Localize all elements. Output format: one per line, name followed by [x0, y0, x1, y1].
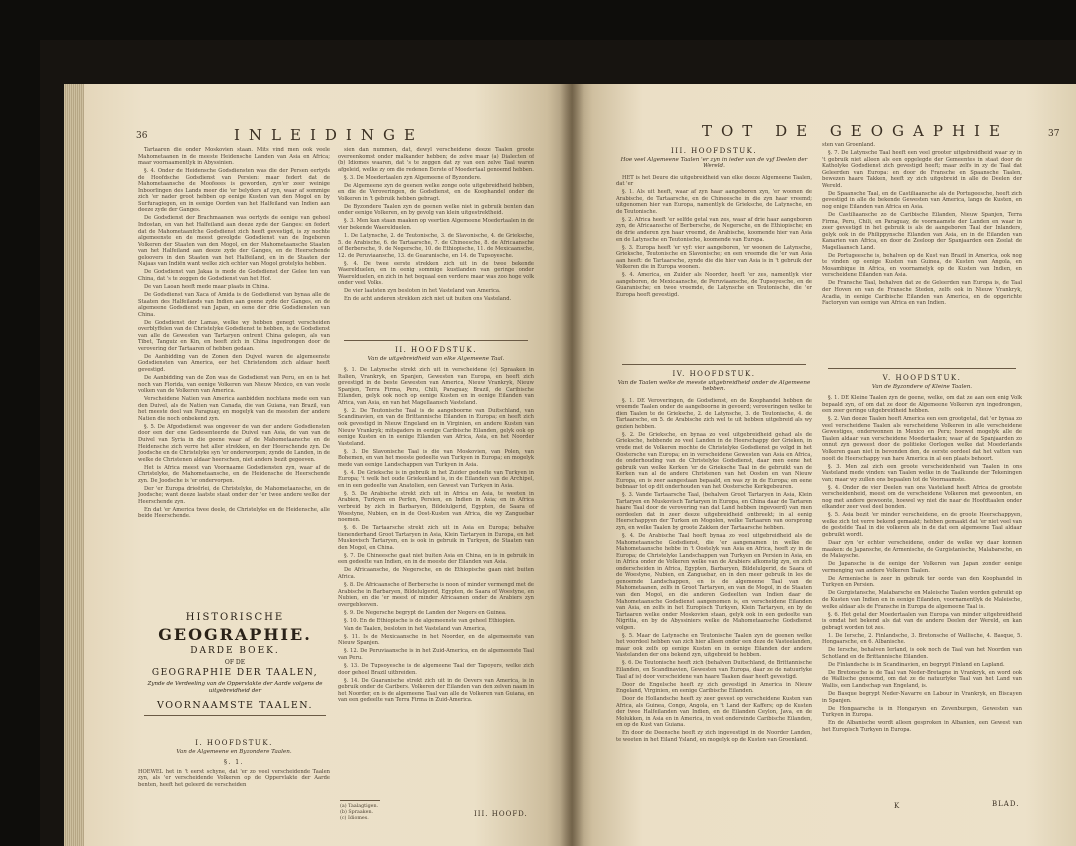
paragraph: §. 7. De Chineesche gaat niet buiten Asia en China, en is in gebruik in een gedeelte van Indien, en in de meeste der Eilanden van Asia.	[338, 552, 534, 566]
running-head: INLEIDINGE	[234, 126, 424, 144]
footnote: (a) Taalagtigen.	[340, 804, 379, 809]
paragraph: En dat 'er America twee deele, de Christelyke en de Heidensche, alle beide Heerschende.	[138, 506, 330, 520]
paragraph: §. 14. De Guaranische strekt zich uit in de Oevers van America, is in gebruik onder de Caribers. Volkeren der Eilanden van den zelven naam in het Noorder, en is de algemeene Taal van alle de Volkeren van Guiana, en van een gedeelte van Terra Firma in Zuid-America.	[338, 677, 534, 704]
paragraph: §. 2. Van deeze Taalen heeft America een een grootgetal, dat 'er bynaa zo veel verscheidene Taalen als verscheidene Volkeren in alle verscheidene Gewestiges, onderwonnen in Mexico en Peru; hoewel mogelyk alle de Taalen aldaar van verscheidene Moedertaalen; waar af de Spanjaarden zo onnut zyn geweest door de politieke Oorlogen welke dat Moederlands Volkeren gaan niet in bevonden den, de eerste oordeel dat het vatten van nooit de Heerschappy van hare America in al een plaats behoort.	[822, 416, 1022, 462]
paragraph: §. 4. De Grieksche is in gebruik in het Zuider gedeelte van Turkyen in Europa; 't welk het oude Griekenland is, in de Eilanden van de Archipel, en in een gedeelte van Anatolien, een Gewest van Turkyen in Asia.	[338, 469, 534, 489]
paragraph: De Godsdienst der Brachmaanen was oertyds de eenige van geheel Indostan, en van het Halfeiland aan deeze zyde der Ganges: en federt dat de Mahometaanfche Godsdienst zich heeft gevestigd, is zy nochte algemeenste en de meest gevolgde Godsdienst van de Ingeboren Volkeren der Staaten van den Mogol, en der Mahometaansche Staaten van het Halfeiland aan deeze zyde der Ganges, en de Heerschende geloovers in den Staaten van het Halfeiland, en in de Staaten der Najaas van Indiën want welke zich echter van Mogol grotelyks hebben.	[138, 215, 330, 268]
catchword: BLAD.	[992, 800, 1020, 808]
chapter-4-heading: IV. HOOFDSTUK.	[672, 370, 756, 378]
title-line-2: GEOGRAPHIE.	[158, 625, 312, 644]
paragraph: De Gurgistansche, Malabarsche en Maleische Taalen worden gebruikt op de Kusten van Indien en in eenige Eilanden, voornamentlyk de Maleische, welke aldaar als de Fransche in Europa de algemeene Taal is.	[822, 590, 1022, 610]
paragraph: §. 5. Maar de Latynsche en Teutonische Taalen zyn de geenen welke het voordeel hebben van zich hier alleen onder een deze de Vasteelanden, maar ook zelfs op eenige Kusten en in eenige Eilanden der andere Vastelanden der ons bekend zyn, uitgebreid te hebben.	[616, 632, 812, 659]
paragraph: §. 4. America, en Zuider als Noorder, heeft 'er zes, namentlyk vier aangeboren, de Mexicaansche, de Peruviaansche, de Tupsoyesche, en de Guaranische; en twee vreemde, de Latynsche en Teutonische, die 'er Europa heeft gevestigd.	[616, 272, 812, 298]
paragraph: De Godsdienst van Xaca of Amida is de Godsdienst van bynaa alle de Staaten des Halfeilands van Indien aan geene zyde der Ganges, en de algemeene Godsdienst van Japan, en eene der drie Godsdiensten van China.	[138, 291, 330, 318]
signature-mark: K	[894, 802, 901, 810]
catchword: III. HOOFD.	[474, 810, 528, 818]
paragraph: §. 5. De Afgodsdienst was ongeveer de van der andere Godsdiensten door een der ene Gedesenteerde de Duivel van Asia, de van van de Duivel van Syria in die geene waar af de Mahometaansche en de Heidensche zich verre het aller strekken, en der Heerschende zyn. De Joodsche en de Christelyke syn 'er onderworpen; zynde de Landen, in de welke de Christenen aldaar heerschen, niet anders bezit gegeeven.	[138, 423, 330, 463]
right-page	[572, 84, 1076, 846]
paragraph: §. 3. Men kan staan maaken op veertien Algemeene Moedertaalen in de vier bekende Waerelduelen.	[338, 218, 534, 232]
paragraph: §. 3. De Slavonische Taal is die van Moskovien, van Polen, van Bohemen, en van het meeste gedeelte van Turkyen in Europa; en mogelyk mede van eenige Landschappen van Turkyen in Asia.	[338, 448, 534, 468]
paragraph: §. 3. Men zal zich een groote verscheidenheid van Taalen in ons Vasteland mede vinden: van Taalen welke in de Taalkunde der Tekeningen van; maar wy zullen ons bepaalen tot de Voornaamste.	[822, 463, 1022, 483]
paragraph: Van de Taalen, besloten in het Vasteland van America,	[344, 625, 487, 632]
title-rule	[144, 715, 326, 716]
title-line-4: OF DE	[224, 659, 246, 666]
paragraph: De Japansche is de eenige der Volkeren van Japan zonder eenige vermenging van andere Volkeren Taalen.	[822, 561, 1022, 574]
paragraph: De Spaansche Taal, en de Castiliaansche als de Portugeesche, heeft zich gevestigd in alle de bekende Gewesten van America, langs de Kusten, en nog enige Eilanden van Africa en Asia.	[822, 190, 1022, 210]
gutter-shadow	[560, 84, 584, 846]
paragraph: §. 2. Africa heeft 'er selfde getal van zes, waar af drie haar aangeboren zyn, de Africaansche of Berbersche, de Negersche, en de Ethiopische; en de drie anderen zyn haar vreemd, de Arabische, koomende hier van Asia en de Latynsche en Teutonische, koomende van Europa.	[616, 216, 812, 243]
paragraph: Der 'er Europa drieërlei, de Christelyke, de Mahometaansche, en de Joodsche; want deeze laatste staat onder der 'er twee andere welke der Heerschende zyn.	[138, 485, 330, 505]
paragraph: §. 1. De Latynsche strekt zich uit in verscheidene (c) Spraaken in Italien, Vrankryk, en Spanjen, Gewesten van Europa, en heeft zich gevestigd in de beste Gewesten van America, Nieuw Vrankryk, Nieuw Spanjen, Terra Firma, Peru, Chili, Paraguay, Brazil, de Caribische Eilanden, gelyk ook noch op eenige Kusten en in eenige Eilanden van Africa, van Asia, en van het Magellaansch Vasteland.	[338, 367, 534, 406]
paragraph: De Byzondere Taalen zyn de geenen welke niet in gebruik benten dan onder eenige Volkeren, en by gevolg van klein uitgestrektheid.	[338, 203, 534, 217]
paragraph: §. 2. De Teutonische Taal is de aangeboorne van Duitschland, van Scandinavien, en van de Brittannische Eilanden in Europa; en heeft zich ook gevestigd in Nieuw Engeland en in Virginien, en andere Kusten van Nieuw Vrankryk; mitsgaders in eenige Caribische Eilanden, gelyk ook op eenige Kusten en in eenige Eilanden van Africa, Asia, en het Noorder Vasteland.	[338, 407, 534, 447]
title-line-3: DARDE BOEK.	[190, 646, 280, 656]
left-column-2-chapter-2	[338, 336, 534, 796]
paragraph: §. 2. De Grieksche, en bynaa zo veel uitgebreidheid gehad als de Grieksche, hebbende zo veel Landen in de Heerschappy der Grieken, in vrede met de Volkeren mochte de Christelyke Godsdienst ge volgd in het Oostersche van Europa; en in verscheidene Gewesten van Asia en Africa, de onderhouding van de Christelyke Godsdienst, daar men eene het gebruik van welke Kerken 'er de Grieksche Taal in de gebruikt van de Kerken van al de andere Christenen van het Oosten en van Nieuw Europa, en is zeer aangestaan bepaald, en was zy in de Europa; en eene bebnaar tot op dit onderhouden van het Oostersche Kerkgebeuren.	[616, 431, 812, 491]
paragraph: sien dan nummen, dat, dewyl verscheidene deeze Taalen groote overeenkomst onder malkander hebben; de zelve maar (a) Dialecten of (b) Idiomes waaren, dat 's te zeggen dat zy van een zelve Taal waren afgeleid, welke zy om die redenen Eerste of Moedertaal genoemd hebben.	[338, 147, 534, 173]
paragraph: De Basque begrypt Neder-Navarre en Labour in Vrankryk, en Biscayen in Spanjen.	[822, 691, 1022, 704]
paragraph: §. 4. De Arabische Taal heeft bynaa zo veel uitgebreidheid als de Mahometaansche Godsdienst, die 'er aangenamen in welke de Mahometaansche hebbe in 't Oostelyk van Asia en Africa, heeft zy in de Europa; de Christelyke Landschappen van Turkyen en Persien in Asia, en in Africa onder de Volkeren welke van de Arabiers afkomstig zyn, en zich onderscheiden in Africa, Egypten, Barbaryen, Bildelulgerid, de Saara of de Woestyne, Nubien, en Zanguebar, en in den meer gebruik in les de genoemde Landschappen, en is de algemeene Taal van de Mahometaanen, zelfs in Groot Tartaryen, en van de Mogol, in de Staaten van den Mogol, en die anderen Gedeelten van Indien daar de Mahometaansche Godsdienst aangenomen is, en verscheidene Eilanden van Asia, en zelfs in het Europisch Turkyen, Klein Tartaryen, en by de Tartaaren welke onder Moskovien staan, gelyk ook in een gedeelte van Nigritia, en by de Abyssiniers welke de Mahometaansche Godsdienst volgen.	[616, 533, 812, 631]
running-head: TOT DE GEOGAPHIE	[702, 122, 1009, 140]
left-column-1	[138, 147, 330, 591]
right-column-1-chapter-4	[616, 360, 812, 830]
paragraph: §. 1. DE Veroveringen, de Godsdienst, en de Koophandel hebben de vreemde Taalen onder de aangeboorne in gevoerd; veroveringen welke te dien Taalen te de Grieksche, 2. de Latynsche, 3. de Teutonische, 4. de Tartaarsche, en 5. de Arabische zich wel te uit hebben uitgebreid als wy gezien hebben.	[616, 397, 812, 430]
paragraph: §. 1. DE Kleine Taalen zyn de geene, welke, om dat ze aan een enig Volk bepaald zyn, of om dat ze door de Algemeene Volkeren zyn ingedrongen, een zeer geringe uitgebreidheid hebben.	[822, 395, 1022, 415]
title-line-5: GEOGRAPHIE DER TAALEN,	[151, 668, 319, 678]
chapter-4-subtitle: Van de Taalen welke de meeste uitgebreidheid onder de Algemeene hebben.	[617, 379, 811, 393]
paragraph: De Aanbidding van de Zonen den Dujvel waren de algemeenste Godsdiensten van America, eer het Christendom zich aldaar heeft gevestigd.	[138, 353, 330, 373]
paragraph: De Bretonsche is de Taal van Neder-Bretagne in Vrankryk, en word ook de Wallische genoemd, om dat ze de natuurlyke Taal van het Land van Wallis, een Landschap van Engeland, is.	[822, 669, 1022, 690]
paragraph: §. 8. De Africaansche of Berbersche is noon of minder vermengd met de Arabische in Barbaryen, Bildelulgerid, Egypten, de Saara of Woestyne, en Nubien, en die 'er meest of minder Africaanen onder de Arabiers zyn overgebleeven.	[338, 582, 534, 608]
paragraph: §. 5. Asia bezit 'er minder verscheidene, en de groote Heerschappyen, welke zich tot verre bekend gemaakt; hebben gemaakt dat 'er niet veel van de gestelde Taal in die volkeren als in de dat een algemeene Taal aldaar gebruikt wordt.	[822, 512, 1022, 539]
left-page	[84, 84, 572, 846]
paragraph: De Finlandsche is in Scandinavien, en begrypt Finland en Lapland.	[828, 661, 1005, 668]
paragraph: De Portugeesche is, behalven op de Kust van Brazil in America, ook nog te vinden op eenige Kusten van Guinea, de Kusten van Angola, en Mosambique in Africa, en voornamelyk op de Kusten van Indien, en verscheidene Eilanden van Asia.	[822, 252, 1022, 279]
title-line-7: VOORNAAMSTE TAALEN.	[157, 700, 313, 711]
paragraph: §. 1. Als uit heeft, waar af zyn haar aangeboren zyn, 'er woonen de Arabische, de Tartaarsche, en de Chineesche in die zyn haar vreemd; uitgenomen hier van Europa, namentlyk de Grieksche, de Latynsche, en de Teutonische.	[616, 189, 812, 215]
paragraph: De van Laoan heeft mede maar plaats in China.	[144, 283, 270, 290]
footnote: (b) Spraaken.	[340, 810, 374, 815]
paragraph: De Aanbidding van de Zon was de Godsdienst van Peru, en en is het noch van Florida, van eenige Volkeren van Nieuw Mexico, en van veele volken van de Volkeren van America.	[138, 375, 330, 395]
chapter-2-heading: II. HOOFDSTUK.	[395, 346, 477, 354]
paragraph: Door de Hollandsche heeft zy zeer gevest op verscheidene Kusten van Africa, als Guinea, Congo, Angola, en 't Land der Kaffers; op de Kusten der twee Halfeilanden van Indien, en de Eilanden Ceylon, Java, en de Molukken, in Asia en in America, in vest ondereinde Caribische Eilanden, en op de Kust van Guiana.	[616, 696, 812, 729]
book-spread	[40, 40, 1076, 846]
paragraph: §. 6. De Tartaarsche strekt zich uit in Asia en Europa; behalve tienenderhand Groot Tartaryen in Asia, Klein Tartaryen in Europa, en het Muskovisch Tartaryen, en is ook in gebruik in Turkyen, de Staaten van den Mogol, en China.	[338, 525, 534, 551]
paragraph: Tartaaren die onder Moskovien staan. Mits vind men ook veele Mahometaanen in de meeste Heidensche Landen van Asia en Africa; maar voornaamentlyk in Abyssinien.	[138, 147, 330, 167]
chapter-1-heading: I. HOOFDSTUK.	[195, 739, 273, 747]
paragraph: Het is Africa meest van Voornaame Godsdiensten zyn, waar af de Christelyke, de Mahometaansche, en de Heidensche de Heerschende zyn. De Joodsche is 'er ondervorpen.	[138, 464, 330, 484]
paragraph: De Castiliaansche zo de Caribische Eilanden, Nieuw Spanjen, Terra Firma, Peru, Chili, en Paraguay, de voornaamste der Landen en waar in zeer gevestigd in het gebruik is als de aangeboren Taal der Inlanders, gelyk ook in de Philippynsche Eilanden van Asia, en in de Eilanden van Kanarien van Africa, en door de Zeeloop der Spanjaarden een Zeelat de Magellaansch Land.	[822, 211, 1022, 251]
right-column-1	[616, 142, 812, 372]
chapter-2-rule	[344, 340, 528, 341]
right-column-2	[822, 142, 1022, 392]
paragraph: §. 4. De twee eerste strekken zich uit in de twee bekende Waerelduelen, en in eenig sommige kustlanden van geringe onder Waerelduelen, en zich in het bequaal een verdere maar was zoo hoge volk onder veel Volks.	[338, 260, 534, 287]
paragraph: §. 3. Vande Tartaarsche Taal, (behalven Groot Tartaryen in Asia, Klein Tartaryen en Muskovisch Tartaryen in Europa, en China daar de Tartaren haare Taal door de verovering van dat Land hebben ingevoerd) van men oordeelen dat in zeer deeze uitgebreidheid ontbreekt; in al eenig Heerschappyen der Turken en Mogolen, welke Tartaaren van oorsprong zyn, en welke Taalen by groote Zakken der Tartaarsche hebben.	[616, 492, 812, 532]
footnote-rule	[340, 800, 380, 801]
chapter-1-section: §. 1.	[223, 759, 245, 767]
paragraph: §. 13. De Tupsoyesche is de algemeene Taal der Tapoyers, welke zich door geheel Brazil uitbreiden.	[338, 663, 534, 676]
right-column-2-chapter-5	[822, 364, 1022, 774]
page-edges	[64, 84, 84, 846]
footnote: (c) Idiomes.	[340, 816, 369, 821]
paragraph: De Iersche, behalven Ierland, is ook noch de Taal van het Noorden van Schotland en de Brittannische Eilanden.	[822, 647, 1022, 660]
paragraph: Verscheidene Natien van America aanbidden nochtans mede een van den Duivel, als de Natien van Canada, die van Guiana, van Brazil, van het meeste deel van Paraguay, en mogelyk van de meesten der andere Natien die noch onbekend zyn.	[138, 396, 330, 422]
paragraph: §. 9. De Negersche begrypt de Landen der Negers en Guinea.	[344, 609, 507, 616]
paragraph: De Hongaarsche is in Hongaryen en Zevenburgen, Gewesten van Turkyen in Europa.	[822, 705, 1022, 719]
paragraph: De vier laatsten zyn besloten in het Vasteland van America.	[344, 288, 501, 295]
paragraph: Door de Engelsche heeft zy zich gevestigd in America in Nieuw Engeland, Virginien, en eenige Caribische Eilanden.	[616, 681, 812, 695]
chapter-3-subtitle: Hoe veel Algemeene Taalen 'er zyn in ieder van de vyf Deelen der Wereld.	[620, 156, 808, 170]
paragraph: 1. De Latynsche, 2. de Teutonische, 3. de Slavonische, 4. de Grieksche, 5. de Arabische, 6. de Tartaarsche, 7. de Chineesche, 8. de Africaansche of Berbersche, 9. de Negersche, 10. de Ethiopische, 11. de Mexicaansche, 12. de Peruviaansche, 13. de Guaranische, en 14. de Tupsoyesche.	[338, 233, 534, 259]
paragraph: §. 4. Onder de Heidensche Godsdiensten was die der Persen eertyds de Hoofdsche Godsdienst van Persien: maar federt dat de Mahometaansche de Moofeees is geworden, zyn'er zeer weinige Inboorlingen des Lands meer die 'er belyders af zyn, waar af sommige zich 'er nader groot hebben op eenige Kusten van den Mogol en by Surfuragiegen, en in eenige Oorden van het Halfeiland van Indien aan deeze zyde der Ganges.	[138, 168, 330, 214]
paragraph: §. 7. De Latynsche Taal heeft een veel grooter uitgebreidheid waar zy in 't gebruik niet alleen als een opgelegde der Gemeentes in staat door de Katholyke Godsdienst zich gevestigd heeft; maar zelfs in zy de Taal dat Geleerden van Europa: en door de Fransche en Spaansche Taalen, bewezen haare Takken, heeft zy zich uitgebreid in alle de Deelen der Wereld.	[822, 150, 1022, 189]
paragraph: §. 6. Het getal der Moedertaalen van Europa van minder uitgebreidheid is omdat het bekend als dat van de andere Deelen der Wereld, en kan gebragt worden tot zes.	[822, 611, 1022, 631]
chapter-2-subtitle: Van de uitgebreidheid van elke Algemeene Taal.	[367, 355, 505, 362]
paragraph: §. 4. Onder de vier Deelen van ons Vasteland heeft Africa de grootste verscheidenheid, meest om de verscheidene Volkeren met gewoonten, en nog met andere gewoonte, hoewel wy niet die naar de Hoofdtaalen onder elkander zeer veel deel bonden.	[822, 484, 1022, 511]
title-block	[138, 612, 332, 720]
chapter-1	[138, 734, 330, 824]
paragraph: De Godsdienst der Lamas, welke wy hebben genegt verscheiden overblyffelen van de Christelyke Godsdienst te hebben, is de Godsdienst van alle de Gewesten van Tartaryen ontrent China gelegen, als van Tibet, Tanguiz en Kin, en heeft zich in China ingedrongen door de verovering der Tartaaren of hebben gedaan.	[138, 319, 330, 352]
paragraph: §. 3. De Moedertaalen zyn Algemeene of Byzondere.	[344, 174, 482, 181]
paragraph: De Godsdienst van Jakaa is mede de Godsdienst der Gelee ten van China, dat 's te zeggen de Godsdienst van het Hof.	[138, 269, 330, 282]
column-continuation: sten van Groenland.	[822, 142, 876, 148]
title-line-6: Zynde de Verdeeling van de Oppervlakte der Aarde volgens de uitgebreidheid der	[147, 681, 323, 694]
page-number: 37	[1048, 129, 1060, 139]
paragraph: De Fransche Taal, behalven dat ze de Geleerden van Europa is, de Taal der Hoven en van de Fransche Steden, zelfs ook in Nieuw Vrankryk, Acadia, in eenige Caribische Eilanden van America, en de opgerichte Factoryen van eenige van Africa en van Indien.	[822, 280, 1022, 307]
chapter-1-subtitle: Van de Algemeene en Byzondere Taalen.	[176, 748, 292, 755]
paragraph: HET is het Deure die uitgebreidheid van elke deeze Algemeene Taalen, dat 'er	[616, 174, 812, 188]
chapter-3-heading: III. HOOFDSTUK.	[670, 147, 758, 155]
chapter-5-heading: V. HOOFDSTUK.	[882, 374, 962, 382]
paragraph: De Algemeene zyn de geenen welke zonge oote uitgebreidheid hebben, en die de Veroveringen, de Godsdienst, en de Koophandel onder de Volkeren in 't gebruik hebben gebragt.	[338, 182, 534, 202]
title-line-1: HISTORISCHE	[185, 612, 285, 623]
paragraph: §. 3. Europa heeft 'er vyf: vier aangeboren, 'er woonen de Latynsche, Grieksche, Teutonische en Slavonische; en een vreemde die 'er van Asia aan heeft: de Tartaarsche, zynde die die hier van Asia is in 't gebruik der Volkeren die in Europa woonen.	[616, 244, 812, 271]
paragraph: §. 11. Is de Mexicaansche in het Noorder, en de algemeenste van Nieuw Spanjen.	[338, 633, 534, 647]
paragraph: En de Albanische wordt alleen gesproken in Albanien, een Gewest van het Europisch Turkyen in Europa.	[822, 720, 1022, 733]
chapter-1-text: HOEWEL het in 't eerst schyne, dat 'er zo veel verscheidende Taalen zyn, als 'er verscheidende Volkeren op de Oppervlakte der Aarde benten, heeft het geleerd de verscheiden	[138, 768, 330, 788]
page-number: 36	[136, 131, 148, 141]
chapter-5-subtitle: Van de Byzondere of Kleine Taalen.	[871, 383, 973, 390]
footnotes	[340, 804, 440, 822]
paragraph: §. 6. De Teutonische heeft zich (behalven Duitschland, de Brittannische Eilanden, en Scandinavien, Gewesten van Europa, daar ze de natuurlyke Taal af is) door verscheidene van haare Taaken daar heeft gevestigd.	[616, 660, 812, 680]
paragraph: Daar zyn 'er echter verscheidene, onder de welke wy daar konnen maaken: de Japansche, de Armenische, de Gurgistanische, Malabarsche, en de Malaysche.	[822, 540, 1022, 560]
chapter-4-rule	[622, 364, 806, 365]
paragraph: §. 5. De Arabische strekt zich uit in Africa en Asia, te weeten in Arabien, Turkyen en Perfen, Persien, en Indien in Asia; en in Africa verbreid by zich in Barbaryen, Bildelulgerid, Egypten, de Saara of Woestyne, Nubien, en in de Oost-Kusten van Africa, die wy Zanguebar noemen.	[338, 490, 534, 524]
paragraph: §. 10. En de Ethiopische is de algemeenste van geheel Ethiopien.	[344, 617, 516, 624]
chapter-5-rule	[828, 368, 1016, 369]
paragraph: De Armenische is zeer in gebruik ter oorde van den Koophandel in Turkyen en Persien.	[822, 575, 1022, 589]
paragraph: En de acht anderen strekken zich niet uit buiten ons Vasteland.	[344, 296, 512, 303]
paragraph: 1. De Iersche, 2. Finlandsche, 3. Bretonsche of Wallische, 4. Basque, 5. Hongaarsche, en 6. Albanische.	[822, 632, 1022, 646]
paragraph: De Africaansche, de Negersche, en de Ethiopische gaan niet buiten Africa.	[338, 567, 534, 580]
left-column-2	[338, 147, 534, 327]
paragraph: En door de Deensche heeft zy zich ingevestigd in de Noorder Landen, te weeten in het Eiland Ysland, en mogelyk op de Kusten van Groenland.	[616, 730, 812, 743]
paragraph: §. 12. De Peruviaansche is in het Zuid-America, en de algemeenste Taal van Peru.	[338, 648, 534, 662]
